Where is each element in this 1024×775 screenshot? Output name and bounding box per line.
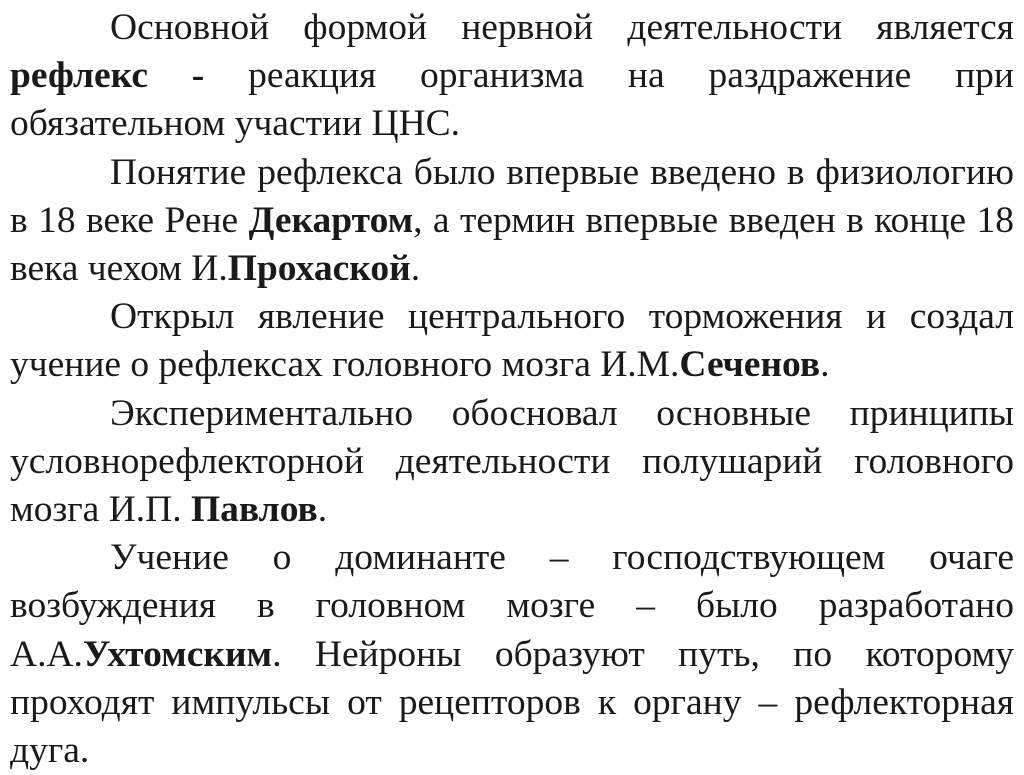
- name-prochaska: Прохаской: [227, 248, 411, 290]
- text-run: .: [317, 489, 328, 531]
- paragraph-sechenov: [10, 293, 1014, 389]
- text-run: Понятие рефлекса было впервые введено в физиологию в 18 веке Рене: [10, 151, 1014, 241]
- name-pavlov: Павлов: [190, 489, 318, 531]
- text-run: .: [410, 248, 421, 290]
- text-run: . Нейроны образуют путь, по которому проходят импульсы от рецепторов к органу – рефлекторная дуга.: [10, 633, 1014, 772]
- text-run: Основной формой нервной деятельности является: [110, 7, 1014, 48]
- paragraph-ukhtomsky: [10, 534, 1014, 775]
- paragraph-pavlov: [10, 390, 1014, 535]
- text-run: Экспериментально обосновал основные принципы условнорефлекторной деятельности полушарий головного мозга И.П.: [10, 392, 1014, 531]
- text-run: , а термин впервые введен в конце 18 века чехом И.: [10, 199, 1014, 290]
- paragraph-reflex-definition: [10, 4, 1014, 149]
- name-ukhtomsky: Ухтомским: [82, 633, 273, 675]
- term-reflex: рефлекс -: [10, 55, 205, 97]
- text-run: .: [820, 344, 830, 386]
- name-sechenov: Сеченов: [679, 344, 821, 386]
- text-run: реакция организма на раздражение при обязательном участии ЦНС.: [10, 55, 1014, 145]
- name-descartes: Декартом: [248, 199, 414, 241]
- text-run: Открыл явление центрального торможения и создал учение о рефлексах головного мозга И.М.: [10, 296, 1014, 386]
- paragraph-reflex-history: [10, 149, 1014, 294]
- text-run: Учение о доминанте – господствующем очаге возбуждения в головном мозге – было разработано А.А.: [10, 537, 1014, 675]
